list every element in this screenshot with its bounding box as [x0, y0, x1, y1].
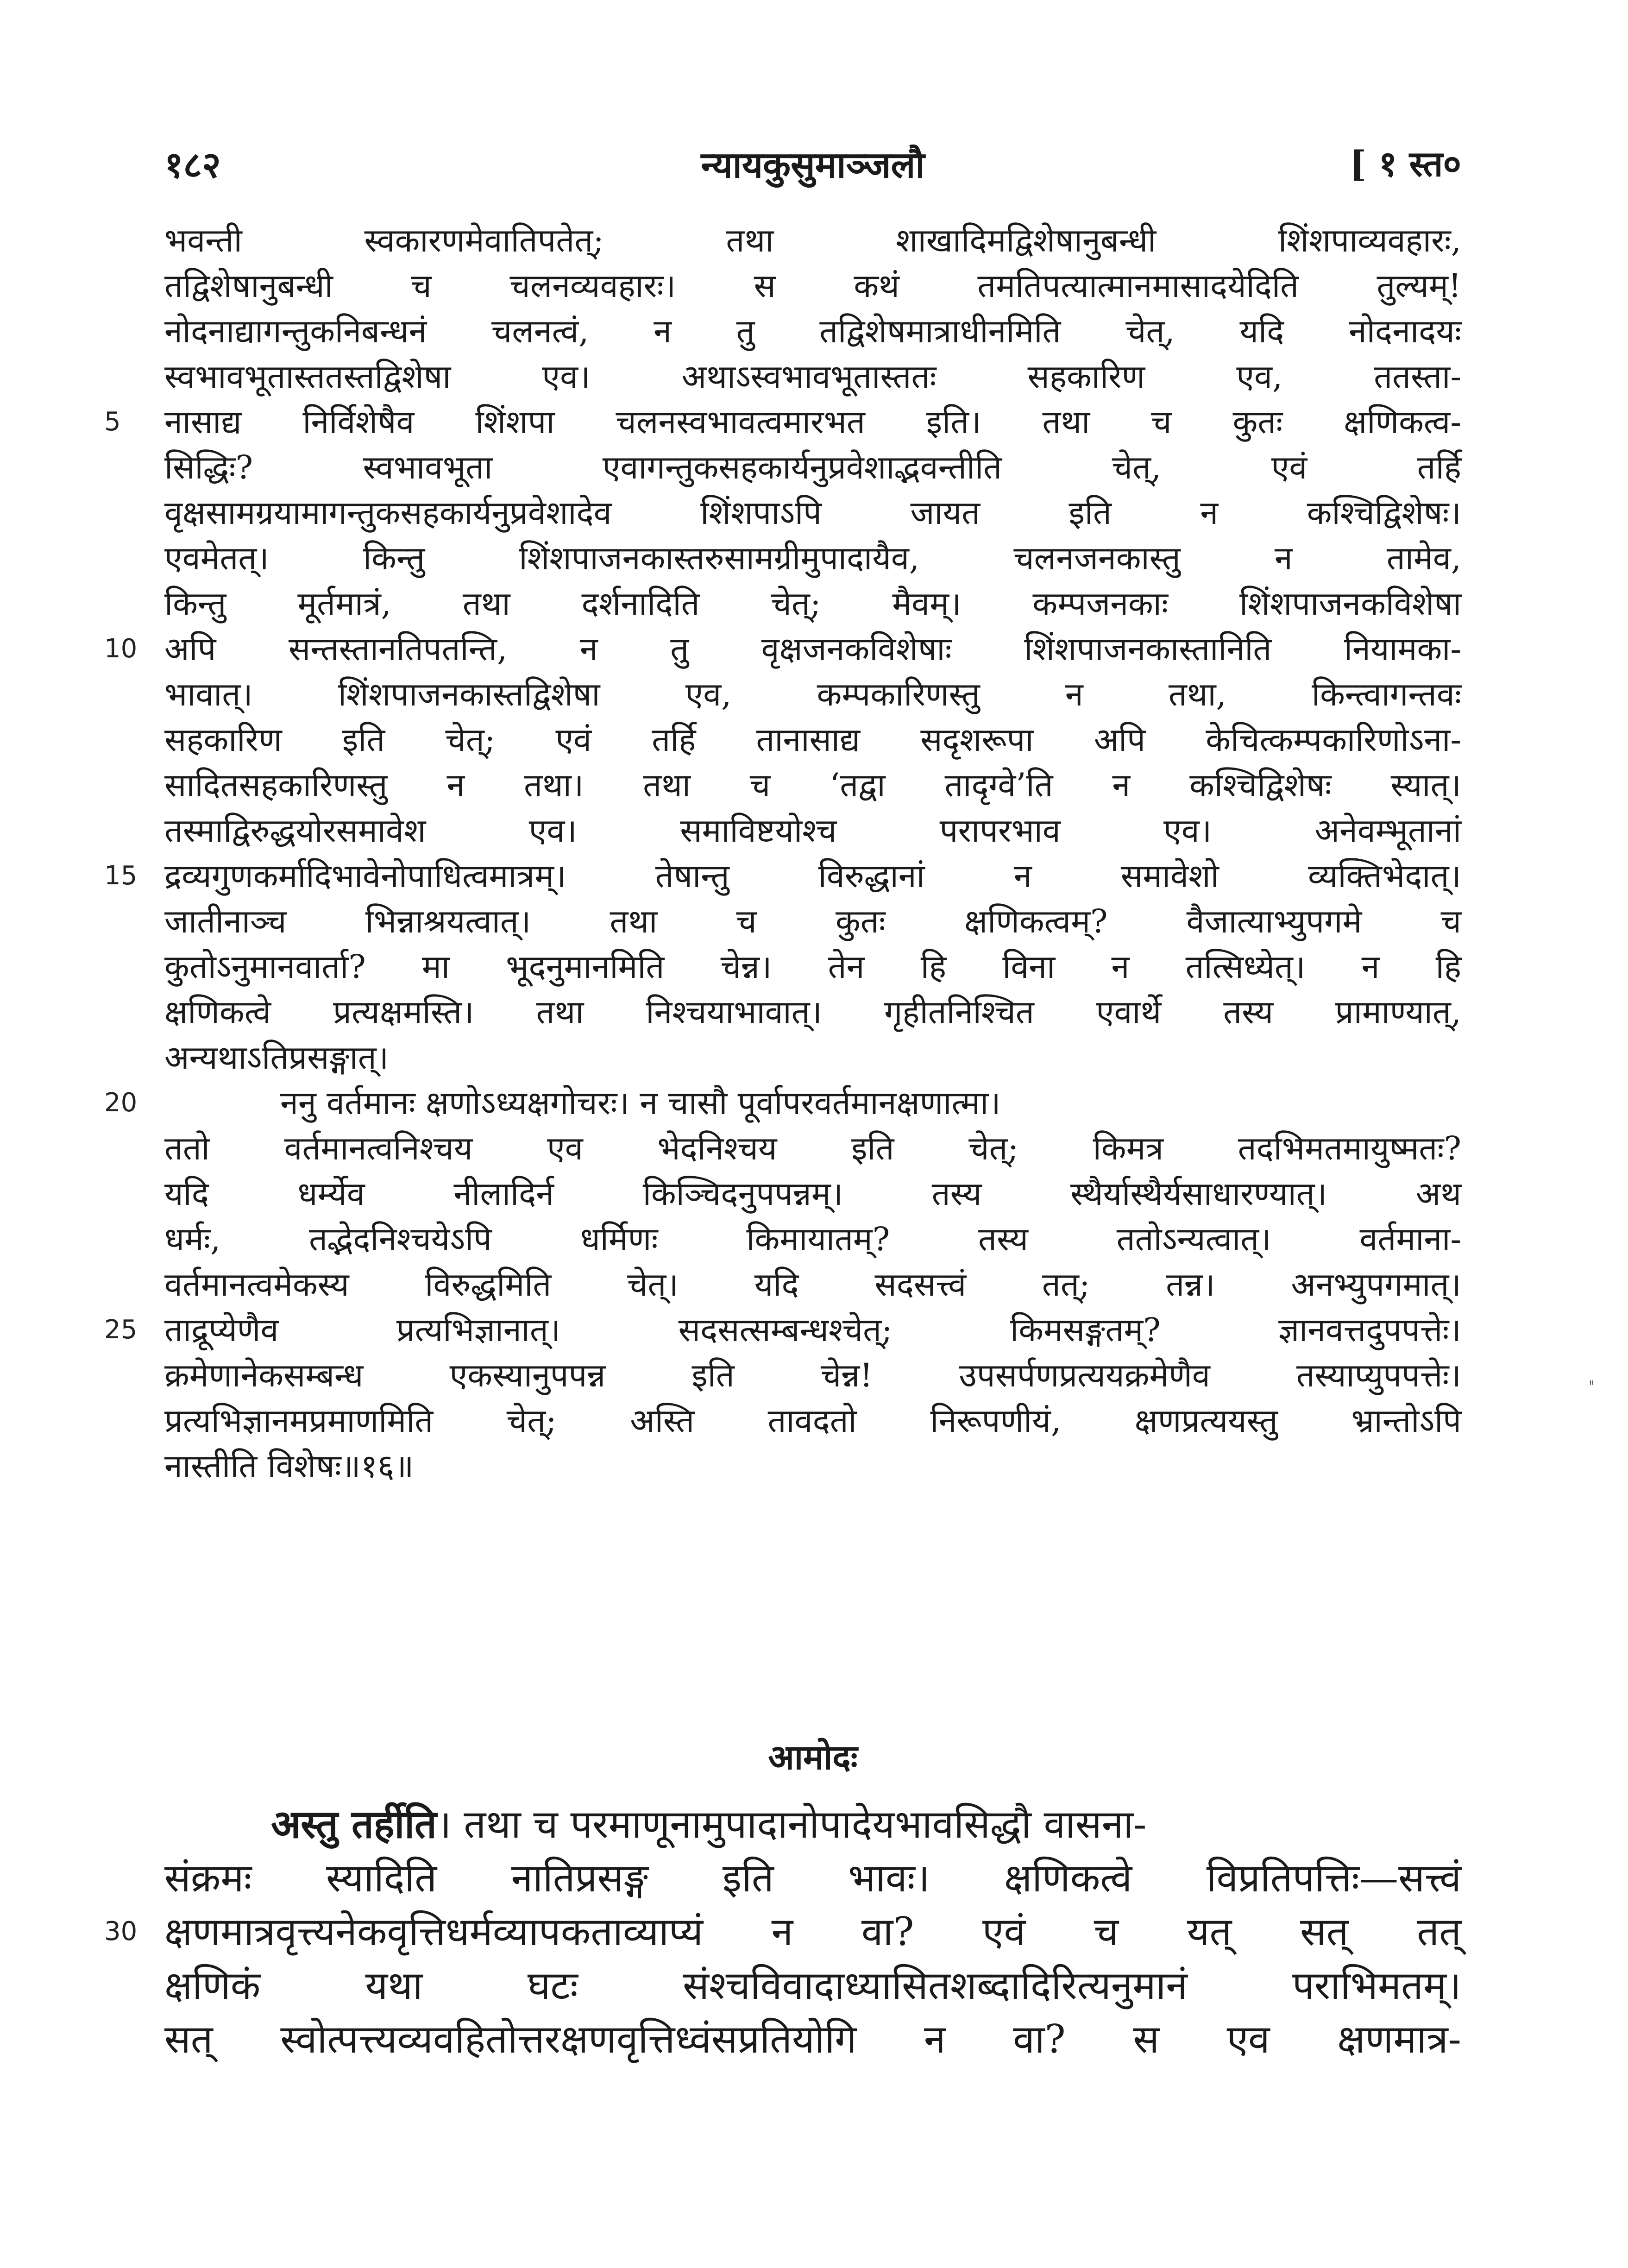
line-text: सादितसहकारिणस्तु न तथा। तथा च ‘तद्वा तादृग्वे’ति न कश्चिद्विशेषः स्यात्।	[164, 766, 1461, 804]
text-line	[164, 309, 1461, 354]
line-text: क्षणमात्रवृत्त्यनेकवृत्तिधर्मव्यापकताव्याप्यं न वा? एवं च यत् सत् तत्	[164, 1909, 1461, 1954]
line-text: ततो वर्तमानत्वनिश्चय एव भेदनिश्चय इति चेत्; किमत्र तदभिमतमायुष्मतः?	[164, 1129, 1461, 1167]
line-number: 15	[104, 861, 138, 891]
text-line	[164, 1398, 1461, 1443]
text-line	[104, 399, 1461, 445]
line-text: प्रत्यभिज्ञानमप्रमाणमिति चेत्; अस्ति तावदतो निरूपणीयं, क्षणप्रत्ययस्तु भ्रान्तोऽपि	[164, 1402, 1461, 1440]
line-text: सत् स्वोत्पत्त्यव्यवहितोत्तरक्षणवृत्तिध्वंसप्रतियोगि न वा? स एव क्षणमात्र-	[164, 2016, 1461, 2062]
text-line	[164, 989, 1461, 1035]
line-text-rest: । तथा च परमाणूनामुपादानोपादेयभावसिद्धौ वासना-	[436, 1802, 1147, 1847]
line-text: भावात्। शिंशपाजनकास्तद्विशेषा एव, कम्पकारिणस्तु न तथा, किन्त्वागन्तवः	[164, 675, 1461, 713]
text-line	[164, 672, 1461, 717]
line-text: तस्माद्विरुद्धयोरसमावेश एव। समाविष्टयोश्च परापरभाव एव। अनेवम्भूतानां	[164, 812, 1461, 850]
text-line	[164, 808, 1461, 853]
line-text: वर्तमानत्वमेकस्य विरुद्धमिति चेत्। यदि सदसत्त्वं तत्; तन्न। अनभ्युपगमात्।	[164, 1266, 1461, 1304]
text-line	[164, 1443, 1461, 1489]
text-line	[164, 1959, 1461, 2012]
line-text: धर्मः, तद्भेदनिश्चयेऽपि धर्मिणः किमायातम्? तस्य ततोऽन्यत्वात्। वर्तमाना-	[164, 1220, 1461, 1258]
text-line	[164, 581, 1461, 626]
text-line	[164, 2012, 1461, 2066]
text-line	[164, 1262, 1461, 1307]
line-text: स्वभावभूतास्ततस्तद्विशेषा एव। अथाऽस्वभावभूतास्ततः सहकारिण एव, ततस्ता-	[164, 358, 1461, 396]
section-marker: [ १ स्त०	[1350, 143, 1461, 184]
text-line	[104, 1905, 1461, 1959]
line-text: अपि सन्तस्तानतिपतन्ति, न तु वृक्षजनकविशेषाः शिंशपाजनकास्तानिति नियामका-	[164, 630, 1461, 668]
line-text: कुतोऽनुमानवार्ता? मा भूदनुमानमिति चेन्न। तेन हि विना न तत्सिध्येत्। न हि	[164, 948, 1461, 986]
text-line	[164, 354, 1461, 399]
line-number: 25	[104, 1315, 138, 1345]
text-line	[164, 263, 1461, 309]
line-text: द्रव्यगुणकर्मादिभावेनोपाधित्वमात्रम्। तेषान्तु विरुद्धानां न समावेशो व्यक्तिभेदात्।	[164, 857, 1461, 895]
commentary-lead-word: अस्तु तर्हीति	[271, 1801, 437, 1847]
text-line	[164, 944, 1461, 989]
line-number: 30	[104, 1916, 138, 1947]
main-text	[104, 218, 1461, 1489]
commentary-text	[104, 1797, 1461, 2066]
text-line	[164, 899, 1461, 944]
text-line	[104, 1307, 1461, 1353]
line-text: ननु वर्तमानः क्षणोऽध्यक्षगोचरः। न चासौ पूर्वापरवर्तमानक्षणात्मा।	[280, 1084, 1001, 1122]
line-text: नास्तीति विशेषः॥१६॥	[164, 1447, 414, 1485]
page-number: १८२	[164, 144, 221, 186]
line-text: सहकारिण इति चेत्; एवं तर्हि तानासाद्य सदृशरूपा अपि केचित्कम्पकारिणोऽना-	[164, 721, 1461, 759]
text-line	[164, 717, 1461, 762]
line-text: नोदनाद्यागन्तुकनिबन्धनं चलनत्वं, न तु तद्विशेषमात्राधीनमिति चेत्, यदि नोदनादयः	[164, 312, 1461, 350]
text-line	[164, 445, 1461, 490]
text-line	[164, 1851, 1461, 1905]
line-text: नासाद्य निर्विशेषैव शिंशपा चलनस्वभावत्वमारभत इति। तथा च कुतः क्षणिकत्व-	[164, 403, 1461, 441]
line-text: वृक्षसामग्रयामागन्तुकसहकार्यनुप्रवेशादेव शिंशपाऽपि जायत इति न कश्चिद्विशेषः।	[164, 494, 1461, 532]
line-text: किन्तु मूर्तमात्रं, तथा दर्शनादिति चेत्; मैवम्। कम्पजनकाः शिंशपाजनकविशेषा	[164, 585, 1461, 623]
commentary-heading: आमोदः	[768, 1738, 858, 1777]
text-line	[104, 626, 1461, 672]
text-line	[164, 1126, 1461, 1171]
page-header	[164, 139, 1461, 199]
line-text	[164, 1797, 1146, 1851]
text-line	[164, 536, 1461, 581]
text-line	[164, 1797, 1461, 1851]
line-text: क्षणिकत्वे प्रत्यक्षमस्ति। तथा निश्चयाभावात्। गृहीतनिश्चित एवार्थे तस्य प्रामाण्यात्,	[164, 993, 1461, 1031]
text-line	[164, 1035, 1461, 1080]
line-text: तद्विशेषानुबन्धी च चलनव्यवहारः। स कथं तमतिपत्यात्मानमासादयेदिति तुल्यम्!	[164, 267, 1461, 305]
text-line	[164, 1171, 1461, 1216]
text-line	[164, 762, 1461, 808]
text-line	[104, 1080, 1461, 1126]
line-text: यदि धर्म्येव नीलादिर्न किञ्चिदनुपपन्नम्। तस्य स्थैर्यास्थैर्यसाधारण्यात्। अथ	[164, 1175, 1461, 1213]
line-text: संक्रमः स्यादिति नातिप्रसङ्ग इति भावः। क्षणिकत्वे विप्रतिपत्तिः—सत्त्वं	[164, 1855, 1461, 1901]
line-number: 10	[104, 634, 138, 664]
line-text: अन्यथाऽतिप्रसङ्गात्।	[164, 1039, 389, 1077]
text-line	[164, 218, 1461, 263]
line-text: भवन्ती स्वकारणमेवातिपतेत्; तथा शाखादिमद्विशेषानुबन्धी शिंशपाव्यवहारः,	[164, 221, 1461, 259]
text-line	[164, 1216, 1461, 1262]
line-number: 20	[104, 1088, 138, 1118]
line-text: जातीनाञ्च भिन्नाश्रयत्वात्। तथा च कुतः क्षणिकत्वम्? वैजात्याभ्युपगमे च	[164, 902, 1461, 940]
text-line	[104, 853, 1461, 899]
line-text: क्रमेणानेकसम्बन्ध एकस्यानुपपन्न इति चेन्न! उपसर्पणप्रत्ययक्रमेणैव तस्याप्युपपत्तेः।	[164, 1356, 1461, 1394]
line-text: एवमेतत्। किन्तु शिंशपाजनकास्तरुसामग्रीमुपादायैव, चलनजनकास्तु न तामेव,	[164, 539, 1461, 577]
line-number: 5	[104, 407, 121, 437]
line-text: सिद्धिः? स्वभावभूता एवागन्तुकसहकार्यनुप्रवेशाद्भवन्तीति चेत्, एवं तर्हि	[164, 448, 1461, 486]
line-text: क्षणिकं यथा घटः संश्चविवादाध्यासितशब्दादिरित्यनुमानं पराभिमतम्।	[164, 1963, 1461, 2008]
running-title: न्यायकुसुमाञ्जलौ	[701, 144, 925, 186]
text-line	[164, 490, 1461, 536]
line-text: ताद्रूप्येणैव प्रत्यभिज्ञानात्। सदसत्सम्बन्धश्चेत्; किमसङ्गतम्? ज्ञानवत्तदुपपत्तेः।	[164, 1311, 1461, 1349]
text-line	[164, 1353, 1461, 1398]
